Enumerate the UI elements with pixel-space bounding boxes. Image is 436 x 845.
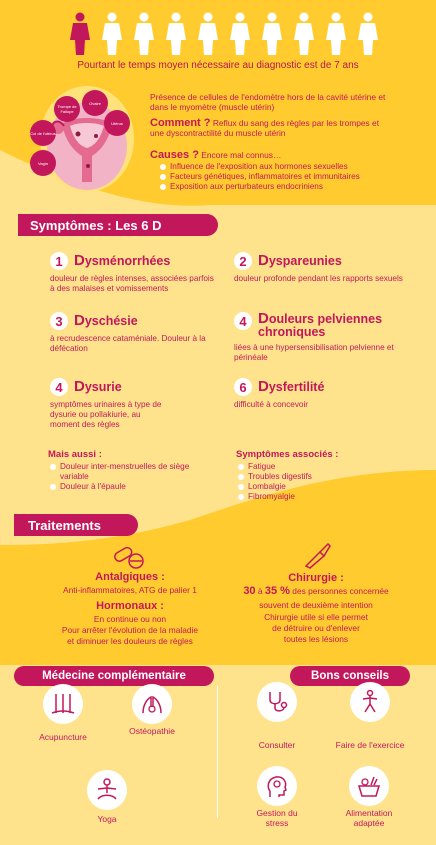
also-title: Mais aussi : (48, 449, 102, 460)
woman-icon (164, 12, 188, 56)
scalpel-icon (302, 540, 332, 570)
treatments-title: Traitements (28, 517, 101, 533)
symptom-number: 1 (50, 252, 68, 270)
woman-icon (292, 12, 316, 56)
head-icon (264, 773, 290, 799)
hormonaux-title: Hormonaux : (96, 600, 164, 612)
complementary-item (80, 770, 134, 824)
yoga-circle (87, 770, 127, 810)
symptom-title: Dyspareunies (258, 252, 342, 269)
woman-icon (356, 12, 380, 56)
yoga-label: Yoga (97, 814, 117, 824)
woman-icon-highlighted (68, 12, 92, 56)
symptom-item (50, 378, 220, 430)
exercise-label: Faire de l'exercice (335, 740, 405, 750)
symptom-title: Dysménorrhées (74, 252, 171, 269)
symptom-item (234, 378, 404, 410)
symptom-desc: à recrudescence cataméniale. Douleur à la défécation (50, 334, 206, 353)
symptom-title: Douleurs pelviennes chroniques (258, 310, 383, 339)
list-item: Troubles digestifs (236, 472, 386, 482)
label-trompe: Trompe de Fallope (54, 96, 80, 122)
acupuncture-circle (43, 684, 83, 724)
chirurgie-text-5: toutes les lésions (283, 634, 349, 644)
women-figures (68, 12, 380, 56)
list-item: Facteurs génétiques, inflammatoires et immunitaires (158, 172, 418, 182)
column-divider (217, 686, 218, 818)
chirurgie-text-2: souvent de deuxième intention (259, 600, 373, 610)
treatments-banner (14, 514, 138, 536)
stress-label: Gestion du stress (256, 808, 298, 828)
advice-item (250, 766, 304, 828)
symptom-item (50, 252, 220, 294)
assoc-list (236, 462, 386, 502)
complementary-item (120, 684, 184, 736)
consult-circle (257, 682, 297, 722)
symptom-number: 4 (50, 378, 68, 396)
woman-icon (260, 12, 284, 56)
symptom-desc: difficulté à concevoir (234, 400, 309, 409)
complementary-banner (14, 666, 214, 686)
also-list (48, 462, 198, 492)
comment-block (150, 118, 390, 138)
woman-icon (324, 12, 348, 56)
symptoms-banner (18, 214, 218, 236)
consult-label: Consulter (258, 740, 296, 750)
list-item: Lombalgie (236, 482, 386, 492)
yoga-pose-icon (357, 689, 383, 715)
food-basket-icon (356, 773, 382, 799)
list-item: Douleur à l'épaule (48, 482, 198, 492)
symptom-number: 2 (234, 252, 252, 270)
diagnosis-delay-text: Pourtant le temps moyen nécessaire au diagnostic est de 7 ans (77, 60, 359, 71)
symptom-item (234, 312, 414, 363)
hormonaux-text-2: Pour arrêter l'évolution de la maladie (61, 625, 199, 635)
exercise-circle (350, 682, 390, 722)
causes-subtitle: Encore mal connus… (201, 150, 282, 160)
needles-icon (50, 691, 76, 717)
comment-text: Reflux du sang des règles par les trompes et une dyscontractilité du muscle utérin (150, 118, 380, 138)
label-col: Col de l'utérus (30, 120, 56, 146)
stress-circle (257, 766, 297, 806)
acupuncture-label: Acupuncture (39, 732, 87, 742)
hands-icon (139, 691, 165, 717)
causes-list (158, 162, 418, 192)
antalgiques-title: Antalgiques : (95, 571, 165, 583)
symptom-title: Dysurie (74, 378, 122, 395)
chirurgie-text-3: Chirurgie utile si elle permet (264, 612, 368, 622)
list-item: Fatigue (236, 462, 386, 472)
symptom-title: Dyschésie (74, 312, 138, 329)
label-vagin: Vagin (30, 150, 56, 176)
advice-item (330, 682, 410, 750)
meditation-icon (94, 777, 120, 803)
woman-icon (100, 12, 124, 56)
symptoms-title: Symptômes : Les 6 D (30, 217, 162, 233)
chirurgie-percentage: 30 à 35 % des personnes concernée (243, 585, 389, 597)
label-uterus: Utérus (104, 110, 130, 136)
osteopathy-circle (132, 684, 172, 724)
definition-text: Présence de cellules de l'endomètre hors de la cavité utérine et dans le myomètre (muscle utérin) (150, 92, 386, 112)
symptom-number: 3 (50, 312, 68, 330)
woman-icon (132, 12, 156, 56)
comment-title: Comment ? (150, 117, 211, 129)
woman-icon (228, 12, 252, 56)
symptom-desc: symptômes urinaires à type de dysurie ou pollakiurie, au moment des règles (50, 400, 162, 429)
symptom-desc: liées à une hypersensibilisation pelvienne et périnéale (234, 343, 394, 362)
complementary-title: Médecine complémentaire (42, 670, 186, 682)
causes-title: Causes ? (150, 149, 199, 161)
symptom-desc: douleur profonde pendant les rapports sexuels (234, 274, 403, 283)
list-item: Influence de l'exposition aux hormones sexuelles (158, 162, 418, 172)
assoc-title: Symptômes associés : (236, 449, 339, 460)
chirurgie-title: Chirurgie : (288, 572, 344, 584)
list-item: Douleur inter-menstruelles de siège variable (48, 462, 198, 482)
symptom-desc: douleur de règles intenses, associées parfois à des malaises et vomissements (50, 274, 214, 293)
woman-icon (196, 12, 220, 56)
advice-item (334, 766, 404, 828)
complementary-item (36, 684, 90, 742)
label-ovaire: Ovaire (82, 90, 108, 116)
symptom-number: 4 (234, 312, 252, 330)
symptom-item (234, 252, 404, 284)
list-item: Exposition aux perturbateurs endocriniens (158, 182, 418, 192)
osteopathy-label: Ostéopathie (129, 726, 175, 736)
pills-icon (112, 544, 146, 570)
causes-heading (150, 150, 410, 160)
list-item: Fibromyalgie (236, 492, 386, 502)
hormonaux-text-1: En continue ou non (93, 614, 167, 624)
chirurgie-text-4: de détruire ou d'enlever (272, 623, 360, 633)
symptom-title: Dysfertilité (258, 378, 325, 395)
hormonaux-text-3: et diminuer les douleurs de règles (67, 636, 193, 646)
food-label: Alimentation adaptée (345, 808, 393, 828)
advice-title: Bons conseils (311, 670, 389, 682)
symptom-number: 6 (234, 378, 252, 396)
antalgiques-text: Anti-inflammatoires, ATG de palier 1 (63, 585, 197, 595)
stethoscope-icon (264, 689, 290, 715)
food-circle (349, 766, 389, 806)
symptom-item (50, 312, 220, 354)
advice-item (250, 682, 304, 750)
